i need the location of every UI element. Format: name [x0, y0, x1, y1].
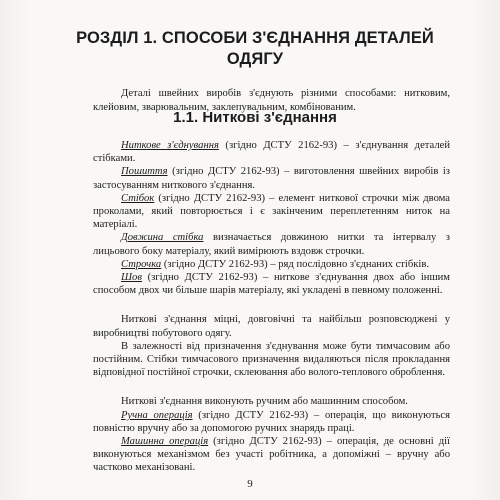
- body-paragraph: Ниткові з'єднання міцні, довговічні та найбільш розповсюджені у виробництві побутового одягу.: [93, 314, 450, 339]
- definition-text: (згідно ДСТУ 2162-93) – виготовлення швейних виробів із застосуванням ниткового з'єднання.: [93, 166, 450, 191]
- definition-item: [93, 258, 450, 271]
- operation-term: Машинна операція: [121, 436, 209, 448]
- definition-text: (згідно ДСТУ 2162-93) – елемент ниткової строчки між двома проколами, який повторюється і є закінченим переплетенням ниток на матеріалі.: [93, 192, 450, 231]
- definition-item: [93, 165, 450, 191]
- definition-text: (згідно ДСТУ 2162-93) – з'єднування деталей стібками.: [93, 140, 450, 165]
- body-paragraph: В залежності від призначення з'єднування може бути тимчасовим або постійним. Стібки тимчасового призначення видаляються після прокладання відповідної постійної строчки, склеювання або волого-теплового оброблення.: [93, 340, 450, 379]
- body-paragraph: Ниткові з'єднання виконують ручним або машинним способом.: [121, 396, 408, 408]
- operation-item: [93, 435, 450, 475]
- definition-item: [93, 271, 450, 297]
- definition-term: Ниткове з'єднування: [121, 140, 219, 151]
- definition-item: [93, 231, 450, 257]
- definition-term: Шов: [121, 272, 142, 284]
- intro-paragraph: Деталі швейних виробів з'єднують різними способами: нитковим, клейовим, зварювальним, заклепувальним, комбінованим.: [93, 87, 450, 113]
- chapter-title: РОЗДІЛ 1. СПОСОБИ З'ЄДНАННЯ ДЕТАЛЕЙ ОДЯГУ: [76, 29, 434, 68]
- operation-term: Ручна операція: [121, 409, 193, 421]
- definition-term: Стібок: [121, 192, 155, 204]
- spacer: [93, 379, 450, 395]
- operation-item: [93, 409, 450, 435]
- operation-text: (згідно ДСТУ 2162-93) – операція, що виконуються повністю вручну або за допомогою ручних знарядь праці.: [93, 409, 450, 434]
- definition-term: Пошиття: [121, 166, 168, 178]
- spacer: [93, 297, 450, 313]
- definition-text: визначається довжиною нитки та інтервалу з лицьового боку матеріалу, який вимірюють вздовж строчки.: [93, 232, 450, 257]
- section-body: [93, 139, 450, 475]
- definition-text: (згідно ДСТУ 2162-93) – ряд послідовно з'єднаних стібків.: [161, 258, 429, 270]
- definition-term: Довжина стібка: [121, 232, 204, 244]
- definition-text: (згідно ДСТУ 2162-93) – ниткове з'єднування двох або іншим способом двох чи більше шарів матеріалу, які укладені в певному положенні.: [93, 272, 450, 297]
- section-title: 1.1. Ниткові з'єднання: [173, 109, 337, 126]
- page-number: 9: [247, 478, 253, 490]
- definition-item: [93, 192, 450, 232]
- definition-term: Строчка: [121, 258, 162, 270]
- operation-text: (згідно ДСТУ 2162-93) – операція, де основні дії виконуються механізмом без участі робітника, а допоміжні – вручну або частково механізовані.: [93, 436, 450, 474]
- definition-item: [93, 139, 450, 165]
